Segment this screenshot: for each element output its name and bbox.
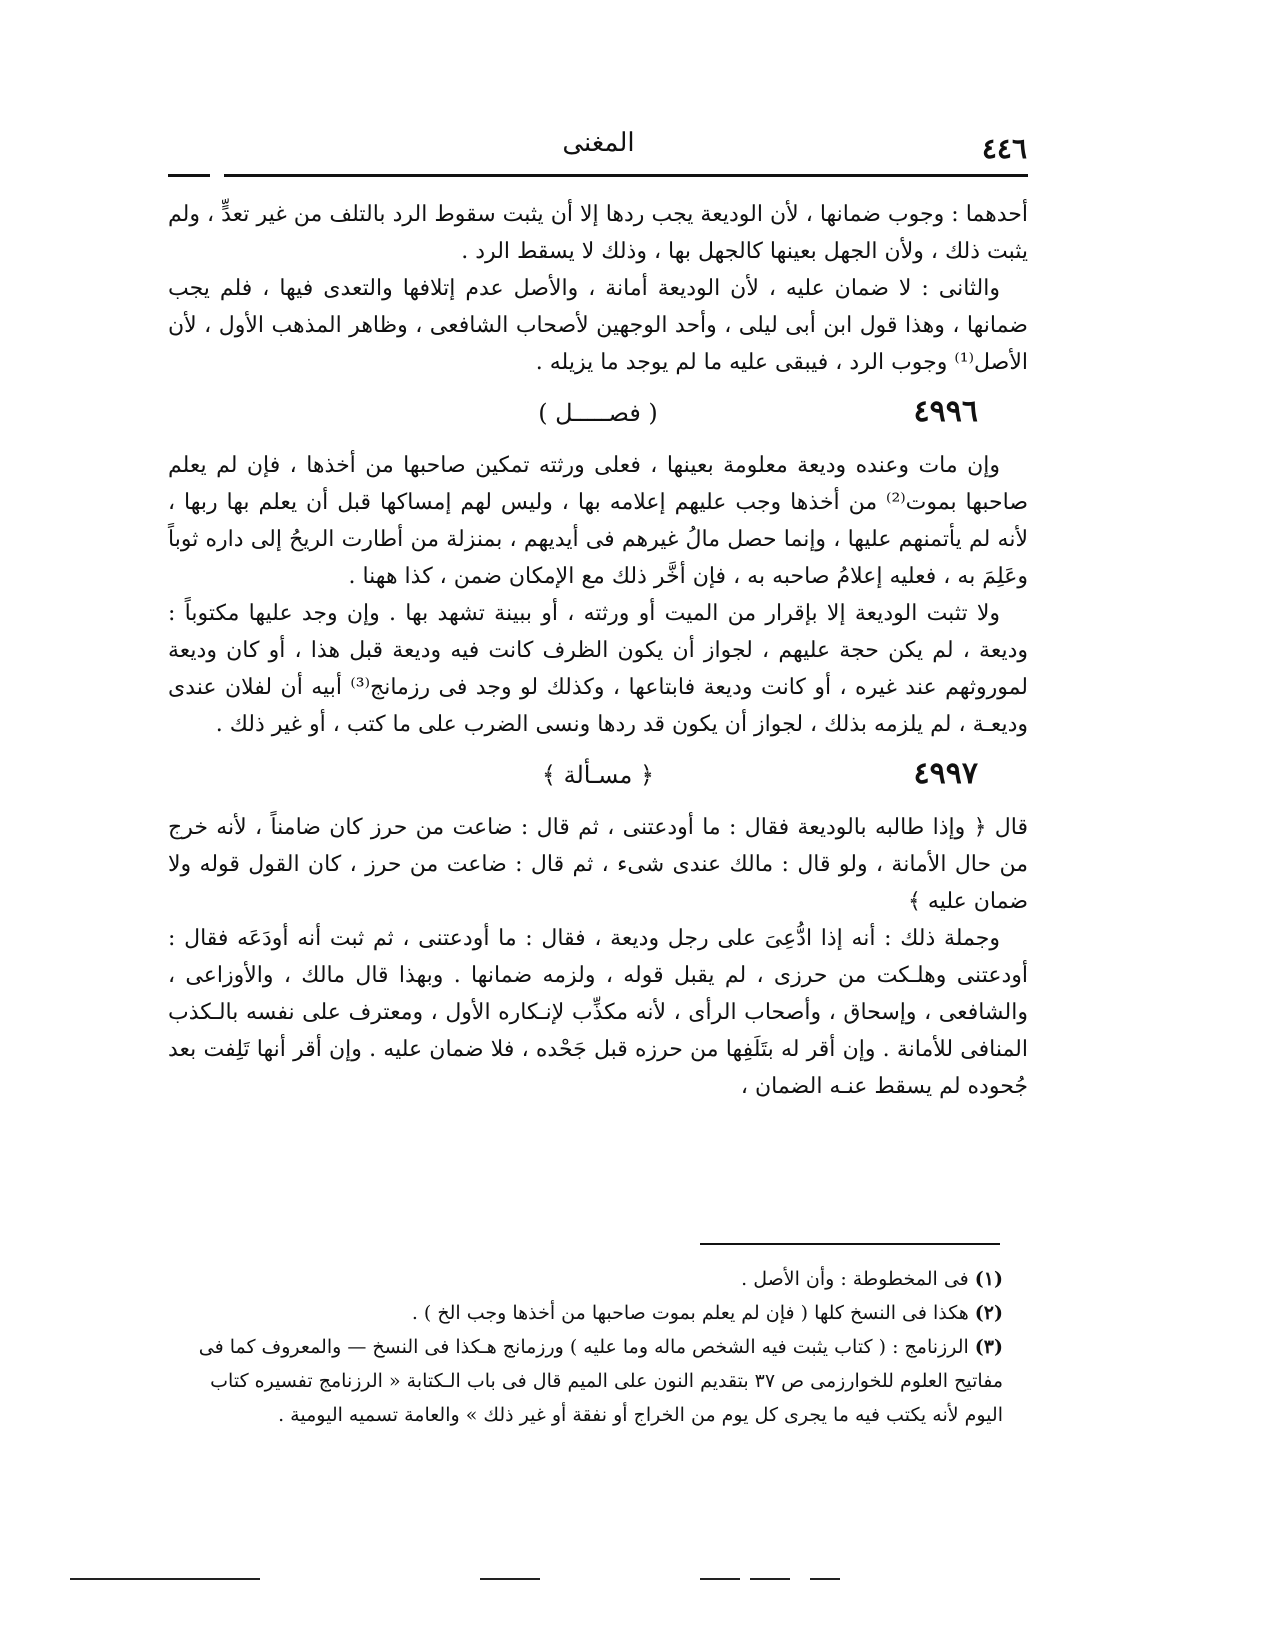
bottom-rule xyxy=(750,1578,790,1580)
section-heading xyxy=(168,387,1028,443)
bottom-rule xyxy=(70,1578,260,1580)
bottom-rule xyxy=(480,1578,540,1580)
page-header xyxy=(170,128,1027,168)
footnote-rule xyxy=(700,1243,1000,1245)
footnotes xyxy=(168,1262,1003,1432)
paragraph: ولا تثبت الوديعة إلا بإقرار من الميت أو ورثته ، أو ببينة تشهد بها . وإن وجد عليها مكتوباً : وديعة ، لم يكن حجة عليهم ، لجواز أن يكون الظرف كانت فيه وديعة قبل هذا ، أو كان وديعة لموروثهم عند غيره ، أو كانت وديعة فابتاعها ، وكذلك لو وجد فى رزمانج⁽³⁾ أبيه أن لفلان عندى وديعـة ، لم يلزمه بذلك ، لجواز أن يكون قد ردها ونسى الضرب على ما كتب ، أو غير ذلك . xyxy=(168,601,1029,737)
section-number: ٤٩٩٦ xyxy=(913,394,978,429)
paragraph: والثانى : لا ضمان عليه ، لأن الوديعة أمانة ، والأصل عدم إتلافها والتعدى فيها ، فلم يجب ضمانها ، وهذا قول ابن أبى ليلى ، وأحد الوجهين لأصحاب الشافعى ، وظاهر المذهب الأول ، لأن الأصل⁽¹⁾ وجوب الرد ، فيبقى عليه ما لم يوجد ما يزيله . xyxy=(168,276,1028,375)
footnote xyxy=(168,1330,1003,1432)
paragraph: قال ﴿ وإذا طالبه بالوديعة فقال : ما أودعتنى ، ثم قال : ضاعت من حرز كان ضامناً ، لأنه خرج من حال الأمانة ، ولو قال : مالك عندى شىء ، ثم قال : ضاعت من حرز ، كان القول قوله ولا ضمان عليه ﴾ xyxy=(168,815,1028,914)
footnote-mark: (٣) xyxy=(974,1336,1003,1358)
section-title: ( فصـــــل ) xyxy=(538,399,658,427)
page-number: ٤٤٦ xyxy=(981,132,1027,165)
footnote-mark: (٢) xyxy=(974,1302,1003,1324)
footnote xyxy=(168,1262,1003,1296)
running-title: المغنى xyxy=(562,128,635,158)
footnote-text: هكذا فى النسخ كلها ( فإن لم يعلم بموت صاحبها من أخذها وجب الخ ) . xyxy=(411,1302,969,1324)
bottom-rule xyxy=(700,1578,740,1580)
main-text xyxy=(168,196,1028,1105)
paragraph: وإن مات وعنده وديعة معلومة بعينها ، فعلى ورثته تمكين صاحبها من أخذها ، فإن لم يعلم صاحبها بموت⁽²⁾ من أخذها وجب عليهم إعلامه بها ، وليس لهم إمساكها قبل أن يعلم بها ربها ، لأنه لم يأتمنهم عليها ، وإنما حصل مالُ غيرهم فى أيديهم ، بمنزلة من أطارت الريحُ إلى داره ثوباً وعَلِمَ به ، فعليه إعلامُ صاحبه به ، فإن أخَّر ذلك مع الإمكان ضمن ، كذا ههنا . xyxy=(168,453,1028,589)
paragraph: وجملة ذلك : أنه إذا ادُّعِىَ على رجل وديعة ، فقال : ما أودعتنى ، ثم ثبت أنه أودَعَه فقال : أودعتنى وهلـكت من حرزى ، لم يقبل قوله ، ولزمه ضمانها . وبهذا قال مالك ، والأوزاعى ، والشافعى ، وإسحاق ، وأصحاب الرأى ، لأنه مكذِّب لإنـكاره الأول ، ومعترف على نفسه بالـكذب المنافى للأمانة . وإن أقر له بتَلَفِها من حرزه قبل جَحْده ، فلا ضمان عليه . وإن أقر أنها تَلِفت بعد جُحوده لم يسقط عنـه الضمان ، xyxy=(168,926,1028,1099)
header-rule xyxy=(168,174,1028,177)
bottom-rule xyxy=(810,1578,840,1580)
footnote-text: فى المخطوطة : وأن الأصل . xyxy=(741,1268,969,1290)
section-number: ٤٩٩٧ xyxy=(913,756,978,791)
paragraph: أحدهما : وجوب ضمانها ، لأن الوديعة يجب ردها إلا أن يثبت سقوط الرد بالتلف من غير تعدٍّ ، ولم يثبت ذلك ، ولأن الجهل بعينها كالجهل بها ، وذلك لا يسقط الرد . xyxy=(168,202,1028,264)
footnote xyxy=(168,1296,1003,1330)
section-title: ﴿ مسـألة ﴾ xyxy=(541,761,655,789)
footnote-mark: (١) xyxy=(974,1268,1003,1290)
footnote-text: الرزنامج : ( كتاب يثبت فيه الشخص ماله وما عليه ) ورزمانج هـكذا فى النسخ — والمعروف كما فى مفاتيح العلوم للخوارزمى ص ٣٧ بتقديم النون على الميم قال فى باب الـكتابة « الرزنامج تفسيره كتاب اليوم لأنه يكتب فيه ما يجرى كل يوم من الخراج أو نفقة أو غير ذلك » والعامة تسميه اليومية . xyxy=(198,1336,1003,1426)
header-rule-gap xyxy=(210,171,224,179)
section-heading xyxy=(168,749,1028,805)
